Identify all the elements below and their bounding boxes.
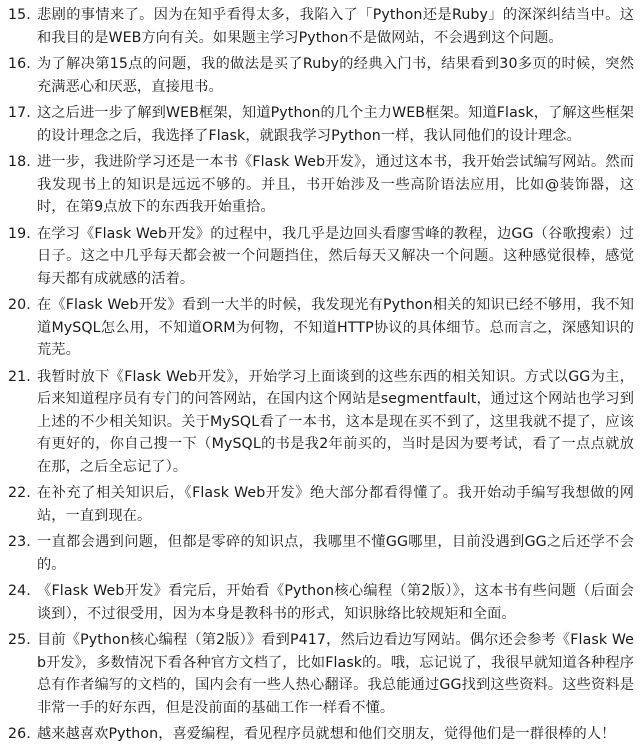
list-item: [8, 723, 634, 746]
item-number: 21.: [8, 368, 31, 385]
item-number: 19.: [8, 225, 31, 242]
item-text: 《Flask Web开发》看完后，开始看《Python核心编程（第2版）》，这本书有些问题（后面会谈到），不过很受用，因为本身是教科书的形式，知识脉络比较规矩和全面。: [37, 583, 634, 622]
item-number: 26.: [8, 726, 31, 742]
list-item: [8, 102, 634, 147]
list-item: [8, 629, 634, 719]
list-item: [8, 531, 634, 576]
item-number: 24.: [8, 583, 31, 599]
item-number: 23.: [8, 534, 31, 550]
item-text: 目前《Python核心编程（第2版）》看到P417，然后边看边写网站。偶尔还会参考《Flask Web开发》，多数情况下看各种官方文档了，比如Flask的。哦，忘记说了，我很早就知道各种程序总有作者编写的文档的，国内会有一些人热心翻译。我总能通过GG找到这些资料。这些资料是非常一手的好东西，但是没前面的基础工作一样看不懂。: [37, 632, 634, 716]
item-number: 16.: [8, 56, 31, 72]
numbered-list: [8, 4, 634, 746]
list-item: [8, 151, 634, 219]
item-number: 17.: [8, 105, 31, 121]
list-item: [8, 53, 634, 98]
list-item: [8, 580, 634, 625]
item-text: 我暂时放下《Flask Web开发》，开始学习上面谈到的这些东西的相关知识。方式以GG为主，后来知道程序员有专门的问答网站，在国内这个网站是segmentfault，通过这个网站也学习到上述的不少相关知识。关于MySQL看了一本书，这本是现在买不到了，这里我就不提了，应该有更好的，你自己搜一下（MySQL的书是我2年前买的，当时是因为要考试，看了一点点就放在那，之后全忘记了）。: [37, 368, 634, 475]
item-text: 在《Flask Web开发》看到一大半的时候，我发现光有Python相关的知识已经不够用，我不知道MySQL怎么用，不知道ORM为何物，不知道HTTP协议的具体细节。总而言之，深感知识的荒芜。: [37, 297, 634, 358]
item-number: 22.: [8, 485, 31, 501]
item-text: 悲剧的事情来了。因为在知乎看得太多，我陷入了「Python还是Ruby」的深深纠结当中。这和我目的是WEB方向有关。如果题主学习Python不是做网站，不会遇到这个问题。: [37, 7, 634, 46]
list-item: [8, 366, 634, 479]
item-number: 18.: [8, 154, 31, 170]
item-number: 25.: [8, 632, 31, 648]
list-item: [8, 482, 634, 527]
item-text: 进一步，我进阶学习还是一本书《Flask Web开发》，通过这本书，我开始尝试编写网站。然而我发现书上的知识是远远不够的。并且，书开始涉及一些高阶语法应用，比如@装饰器，这时，在第9点放下的东西我开始重拾。: [37, 154, 634, 215]
list-item: [8, 4, 634, 49]
list-item: [8, 223, 634, 291]
item-text: 为了解决第15点的问题，我的做法是买了Ruby的经典入门书，结果看到30多页的时候，突然充满恶心和厌恶，直接甩书。: [37, 56, 634, 95]
item-text: 越来越喜欢Python，喜爱编程，看见程序员就想和他们交朋友，觉得他们是一群很棒的人！: [37, 726, 616, 742]
item-number: 20.: [8, 297, 31, 313]
item-number: 15.: [8, 7, 31, 23]
item-text: 在补充了相关知识后，《Flask Web开发》绝大部分都看得懂了。我开始动手编写我想做的网站，一直到现在。: [37, 485, 634, 524]
item-text: 这之后进一步了解到WEB框架，知道Python的几个主力WEB框架。知道Flask，了解这些框架的设计理念之后，我选择了Flask，就跟我学习Python一样，我认同他们的设计理念。: [37, 105, 634, 144]
item-text: 在学习《Flask Web开发》的过程中，我几乎是边回头看廖雪峰的教程，边GG（谷歌搜索）过日子。这之中几乎每天都会被一个问题挡住，然后每天又解决一个问题。这种感觉很棒，感觉每天都有成就感的活着。: [37, 225, 634, 287]
item-text: 一直都会遇到问题，但都是零碎的知识点，我哪里不懂GG哪里，目前没遇到GG之后还学不会的。: [37, 534, 634, 573]
list-item: [8, 294, 634, 362]
